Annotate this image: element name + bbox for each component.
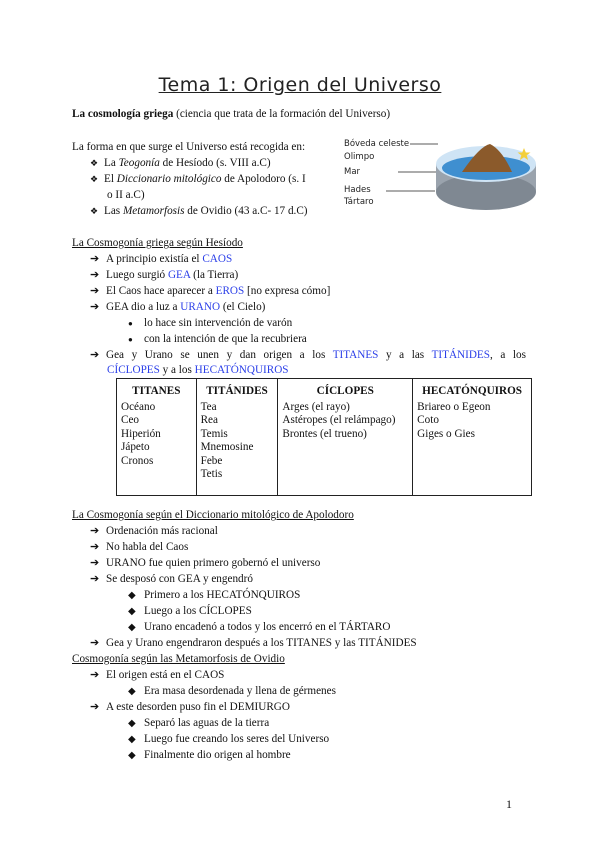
titanides-cell: Tea Rea Temis Mnemosine Febe Tetis bbox=[196, 399, 278, 496]
diamond-icon: ◆ bbox=[128, 686, 136, 697]
label-hades: Hades bbox=[344, 185, 371, 195]
list-item: ➔ A este desorden puso fin el DEMIURGO bbox=[90, 701, 290, 713]
diamond-icon: ◆ bbox=[128, 622, 136, 633]
list-item: ➔ Se desposó con GEA y engendró bbox=[90, 573, 253, 585]
sub-item: ● con la intención de que la recubriera bbox=[128, 333, 307, 345]
list-item-continuation: CÍCLOPES y a los HECATÓNQUIROS bbox=[107, 364, 289, 376]
list-item: ➔ El Caos hace aparecer a EROS [no expresa cómo] bbox=[90, 285, 331, 297]
list-item: ➔ Luego surgió GEA (la Tierra) bbox=[90, 269, 239, 281]
arrow-icon: ➔ bbox=[90, 349, 100, 361]
intro-bold: La cosmología griega bbox=[72, 108, 174, 120]
offspring-table bbox=[116, 378, 532, 496]
source-item-continuation: o II a.C) bbox=[107, 189, 145, 201]
list-item: ➔ El origen está en el CAOS bbox=[90, 669, 225, 681]
diamond-icon: ◆ bbox=[128, 718, 136, 729]
source-item: ❖ La Teogonía de Hesíodo (s. VIII a.C) bbox=[90, 157, 271, 169]
arrow-icon: ➔ bbox=[90, 253, 100, 265]
arrow-icon: ➔ bbox=[90, 269, 100, 281]
intro-line bbox=[72, 107, 390, 121]
sub-item: ◆ Luego fue creando los seres del Universo bbox=[128, 733, 330, 745]
sub-item: ◆ Urano encadenó a todos y los encerró en el TÁRTARO bbox=[128, 621, 391, 633]
list-item: ➔ GEA dio a luz a URANO (el Cielo) bbox=[90, 301, 266, 313]
list-item: ➔ Ordenación más racional bbox=[90, 525, 218, 537]
list-item: ➔ Gea y Urano se unen y dan origen a los TITANES y a las TITÁNIDES, a los bbox=[90, 349, 526, 361]
arrow-icon: ➔ bbox=[90, 285, 100, 297]
cosmos-diagram bbox=[340, 134, 540, 234]
diamond-icon: ◆ bbox=[128, 750, 136, 761]
table-header: HECATÓNQUIROS bbox=[413, 379, 532, 399]
diamond-bullet-icon: ❖ bbox=[90, 158, 99, 168]
diamond-icon: ◆ bbox=[128, 734, 136, 745]
dot-bullet-icon: ● bbox=[128, 319, 133, 328]
sub-item: ◆ Separó las aguas de la tierra bbox=[128, 717, 270, 729]
label-tartaro: Tártaro bbox=[344, 197, 374, 207]
label-mar: Mar bbox=[344, 167, 361, 177]
table-header: TITANES bbox=[117, 379, 197, 399]
arrow-icon: ➔ bbox=[90, 557, 100, 569]
arrow-icon: ➔ bbox=[90, 701, 100, 713]
sub-item: ◆ Luego a los CÍCLOPES bbox=[128, 605, 252, 617]
list-item: ➔ Gea y Urano engendraron después a los TITANES y las TITÁNIDES bbox=[90, 637, 417, 649]
label-boveda: Bóveda celeste bbox=[344, 139, 410, 149]
sources-lead: La forma en que surge el Universo está recogida en: bbox=[72, 141, 306, 153]
source-item: ❖ Las Metamorfosis de Ovidio (43 a.C- 17 d.C) bbox=[90, 205, 308, 217]
label-olimpo: Olimpo bbox=[344, 152, 375, 162]
arrow-icon: ➔ bbox=[90, 525, 100, 537]
list-item: ➔ No habla del Caos bbox=[90, 541, 189, 553]
intro-rest: (ciencia que trata de la formación del Universo) bbox=[173, 108, 391, 120]
diamond-icon: ◆ bbox=[128, 590, 136, 601]
hecatonquiros-cell: Briareo o Egeon Coto Giges o Gies bbox=[413, 399, 532, 496]
section-heading-apolodoro: La Cosmogonía según el Diccionario mitológico de Apolodoro bbox=[72, 509, 354, 521]
sub-item: ◆ Era masa desordenada y llena de gérmenes bbox=[128, 685, 336, 697]
arrow-icon: ➔ bbox=[90, 637, 100, 649]
diamond-bullet-icon: ❖ bbox=[90, 174, 99, 184]
sub-item: ◆ Primero a los HECATÓNQUIROS bbox=[128, 589, 301, 601]
list-item: ➔ URANO fue quien primero gobernó el universo bbox=[90, 557, 321, 569]
page-number: 1 bbox=[506, 797, 512, 811]
dot-bullet-icon: ● bbox=[128, 335, 133, 344]
arrow-icon: ➔ bbox=[90, 301, 100, 313]
arrow-icon: ➔ bbox=[90, 541, 100, 553]
table-header: CÍCLOPES bbox=[278, 379, 413, 399]
section-heading-ovidio: Cosmogonía según las Metamorfosis de Ovidio bbox=[72, 653, 285, 665]
diamond-icon: ◆ bbox=[128, 606, 136, 617]
source-item: ❖ El Diccionario mitológico de Apolodoro (s. I bbox=[90, 173, 306, 185]
cosmos-illustration bbox=[340, 134, 540, 234]
diamond-bullet-icon: ❖ bbox=[90, 206, 99, 216]
list-item: ➔ A principio existía el CAOS bbox=[90, 253, 233, 265]
section-heading-hesiodo: La Cosmogonía griega según Hesíodo bbox=[72, 237, 243, 249]
titanes-cell: Océano Ceo Hiperión Jápeto Cronos bbox=[117, 399, 197, 496]
sub-item: ● lo hace sin intervención de varón bbox=[128, 317, 293, 329]
arrow-icon: ➔ bbox=[90, 669, 100, 681]
arrow-icon: ➔ bbox=[90, 573, 100, 585]
table-header: TITÁNIDES bbox=[196, 379, 278, 399]
sub-item: ◆ Finalmente dio origen al hombre bbox=[128, 749, 291, 761]
page-title: Tema 1: Origen del Universo bbox=[158, 74, 442, 96]
ciclopes-cell: Arges (el rayo) Astéropes (el relámpago) Brontes (el trueno) bbox=[278, 399, 413, 496]
